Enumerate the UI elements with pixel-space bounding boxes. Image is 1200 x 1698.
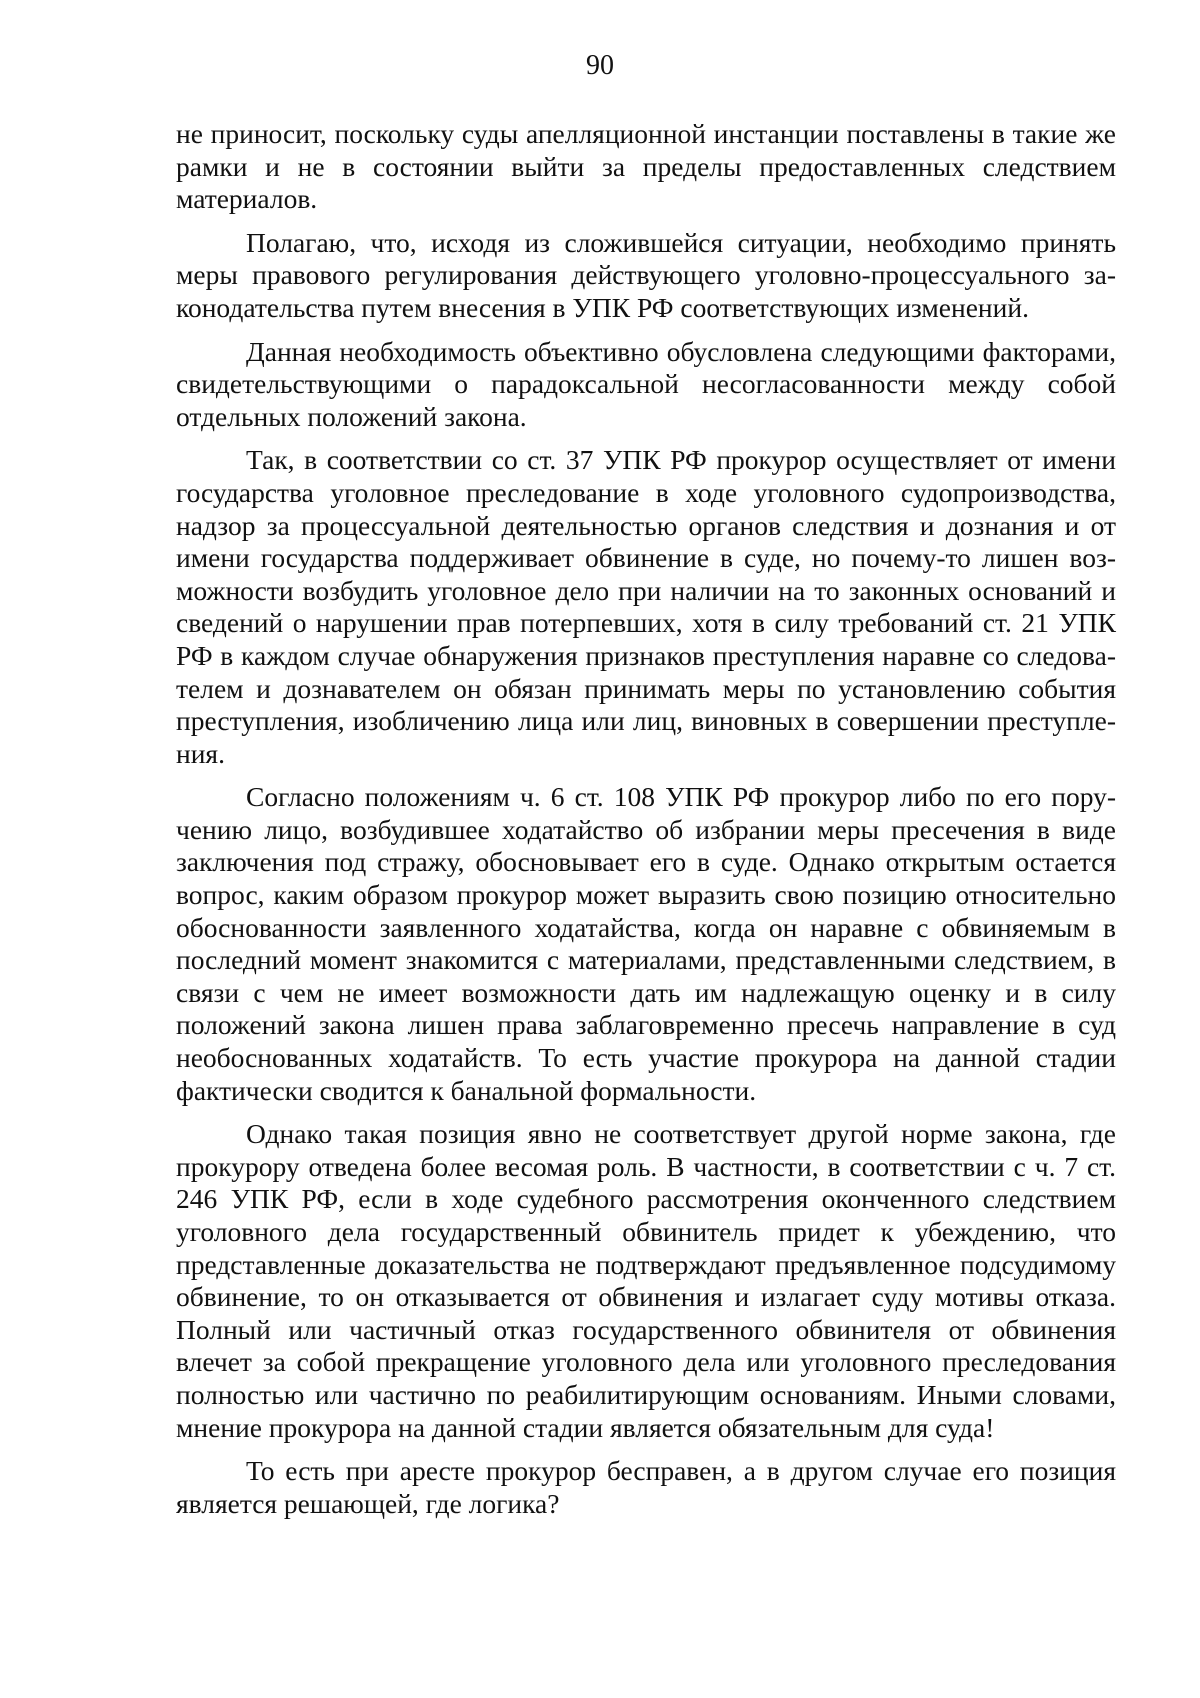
paragraph-5: Согласно положениям ч. 6 ст. 108 УПК РФ прокурор либо по его поручению лицо, возбудившее ходатайство об избрании меры пресечения в виде заключения под стражу, обосновывает его в суде. Однако открытым остается вопрос, каким образом прокурор может выразить свою позицию относительно обоснованности заявленного ходатайства, когда он наравне с обвиняемым в последний момент знакомится с материалами, представленными следствием, в связи с чем не имеет возможности дать им надлежащую оценку и в силу положений закона лишен права заблаговременно пресечь направление в суд необоснованных ходатайств. То есть участие прокурора на данной стадии фактически сводится к банальной формальности.: [176, 781, 1116, 1106]
paragraph-1: не приносит, поскольку суды апелляционной инстанции поставлены в такие же рамки и не в состоянии выйти за пределы предоставленных следствием материалов.: [176, 118, 1116, 215]
paragraph-3: Данная необходимость объективно обусловлена следующими факторами, свидетельствующими о парадоксальной несогласованности между собой отдельных положений закона.: [176, 335, 1116, 432]
paragraph-2: Полагаю, что, исходя из сложившейся ситуации, необходимо принять меры правового регулирования действующего уголовно-процессуального законодательства путем внесения в УПК РФ соответствующих изменений.: [176, 226, 1116, 323]
document-body: [176, 118, 1116, 1531]
paragraph-7: То есть при аресте прокурор бесправен, а в другом случае его позиция является решающей, где логика?: [176, 1455, 1116, 1519]
paragraph-4: Так, в соответствии со ст. 37 УПК РФ прокурор осуществляет от имени государства уголовное преследование в ходе уголовного судопроизводства, надзор за процессуальной деятельностью органов следствия и дознания и от имени государства поддерживает обвинение в суде, но почему-то лишен возможности возбудить уголовное дело при наличии на то законных оснований и сведений о нарушении прав потерпевших, хотя в силу требований ст. 21 УПК РФ в каждом случае обнаружения признаков преступления наравне со следователем и дознавателем он обязан принимать меры по установлению события преступления, изобличению лица или лиц, виновных в совершении преступления.: [176, 444, 1116, 769]
paragraph-6: Однако такая позиция явно не соответствует другой норме закона, где прокурору отведена более весомая роль. В частности, в соответствии с ч. 7 ст. 246 УПК РФ, если в ходе судебного рассмотрения оконченного следствием уголовного дела государственный обвинитель придет к убеждению, что представленные доказательства не подтверждают предъявленное подсудимому обвинение, то он отказывается от обвинения и излагает суду мотивы отказа. Полный или частичный отказ государственного обвинителя от обвинения влечет за собой прекращение уголовного дела или уголовного преследования полностью или частично по реабилитирующим основаниям. Иными словами, мнение прокурора на данной стадии является обязательным для суда!: [176, 1118, 1116, 1443]
page-number: 90: [586, 50, 614, 81]
